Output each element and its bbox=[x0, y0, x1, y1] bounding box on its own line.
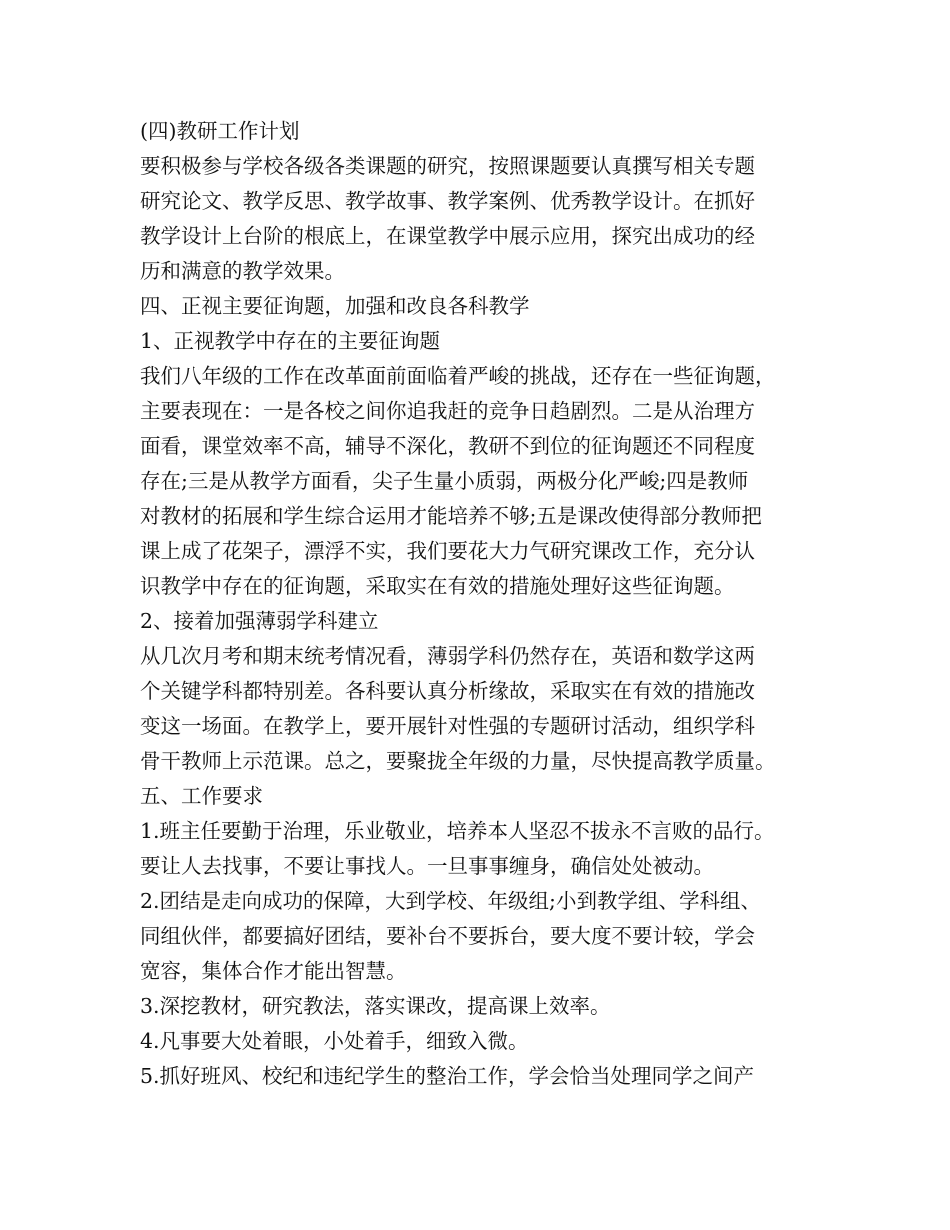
list-item-line: 1.班主任要勤于治理，乐业敬业，培养本人坚忍不拔永不言败的品行。 bbox=[140, 819, 775, 843]
paragraph-line: 从几次月考和期末统考情况看，薄弱学科仍然存在，英语和数学这两 bbox=[140, 644, 755, 668]
list-item-line: 要让人去找事，不要让事找人。一旦事事缠身，确信处处被动。 bbox=[140, 854, 714, 878]
paragraph-line: 面看，课堂效率不高，辅导不深化，教研不到位的征询题还不同程度 bbox=[140, 434, 755, 458]
section-heading-five: 五、工作要求 bbox=[140, 784, 263, 808]
paragraph-line: 主要表现在：一是各校之间你追我赶的竞争日趋剧烈。二是从治理方 bbox=[140, 399, 755, 423]
list-item-line: 同组伙伴，都要搞好团结，要补台不要拆台，要大度不要计较，学会 bbox=[140, 924, 755, 948]
list-item-line: 5.抓好班风、校纪和违纪学生的整治工作，学会恰当处理同学之间产 bbox=[140, 1064, 755, 1088]
section-heading-four: 四、正视主要征询题，加强和改良各科教学 bbox=[140, 294, 530, 318]
paragraph-line: 教学设计上台阶的根底上，在课堂教学中展示应用，探究出成功的经 bbox=[140, 224, 755, 248]
subsection-heading-2: 2、接着加强薄弱学科建立 bbox=[140, 609, 379, 633]
paragraph-line: 研究论文、教学反思、教学故事、教学案例、优秀教学设计。在抓好 bbox=[140, 189, 755, 213]
paragraph-line: 识教学中存在的征询题，采取实在有效的措施处理好这些征询题。 bbox=[140, 574, 735, 598]
subsection-heading-1: 1、正视教学中存在的主要征询题 bbox=[140, 329, 441, 353]
paragraph-line: 存在;三是从教学方面看，尖子生量小质弱，两极分化严峻;四是教师 bbox=[140, 469, 749, 493]
section-heading-teaching-research-plan: (四)教研工作计划 bbox=[140, 119, 300, 143]
document-body bbox=[140, 114, 830, 1094]
paragraph-line: 变这一场面。在教学上，要开展针对性强的专题研讨活动，组织学科 bbox=[140, 714, 755, 738]
paragraph-line: 课上成了花架子，漂浮不实，我们要花大力气研究课改工作，充分认 bbox=[140, 539, 755, 563]
paragraph-line: 骨干教师上示范课。总之，要聚拢全年级的力量，尽快提高教学质量。 bbox=[140, 749, 776, 773]
paragraph-line: 对教材的拓展和学生综合运用才能培养不够;五是课改使得部分教师把 bbox=[140, 504, 762, 528]
paragraph-line: 个关键学科都特别差。各科要认真分析缘故，采取实在有效的措施改 bbox=[140, 679, 755, 703]
paragraph-line: 要积极参与学校各级各类课题的研究，按照课题要认真撰写相关专题 bbox=[140, 154, 755, 178]
paragraph-line: 历和满意的教学效果。 bbox=[140, 259, 345, 283]
list-item-line: 3.深挖教材，研究教法，落实课改，提高课上效率。 bbox=[140, 994, 611, 1018]
paragraph-line: 我们八年级的工作在改革面前面临着严峻的挑战，还存在一些征询题， bbox=[140, 364, 776, 388]
list-item-line: 宽容，集体合作才能出智慧。 bbox=[140, 959, 407, 983]
list-item-line: 2.团结是走向成功的保障，大到学校、年级组;小到教学组、学科组、 bbox=[140, 889, 761, 913]
list-item-line: 4.凡事要大处着眼，小处着手，细致入微。 bbox=[140, 1029, 529, 1053]
